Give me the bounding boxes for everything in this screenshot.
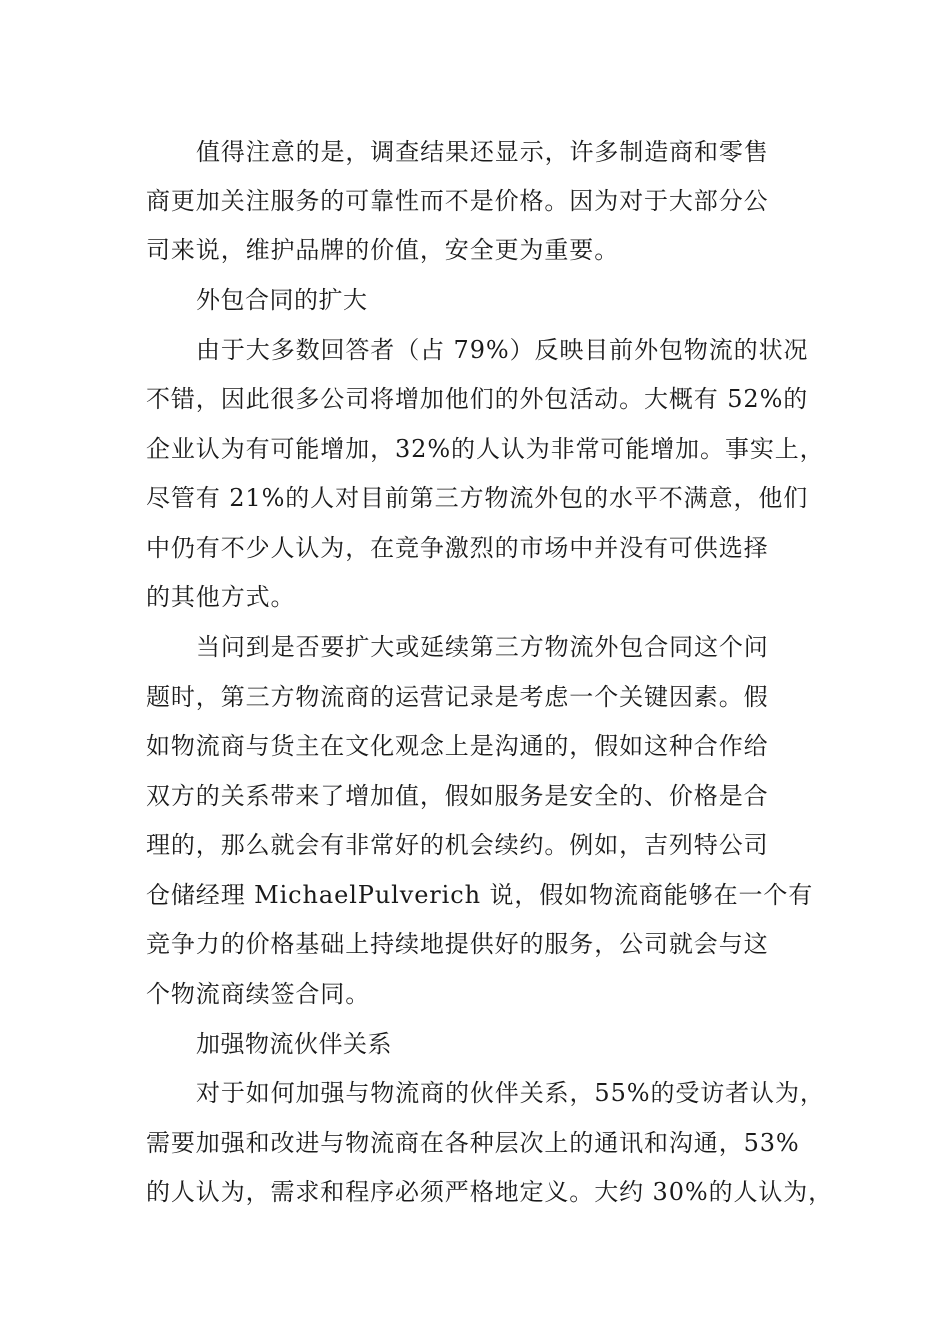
paragraph-2-line-6: 的其他方式。 — [146, 583, 296, 611]
paragraph-3-line-1: 当问到是否要扩大或延续第三方物流外包合同这个问 — [196, 633, 769, 661]
paragraph-2-line-1: 由于大多数回答者（占 79%）反映目前外包物流的状况 — [196, 336, 809, 364]
paragraph-1-line-1: 值得注意的是，调查结果还显示，许多制造商和零售 — [196, 138, 769, 166]
paragraph-3-line-5: 理的，那么就会有非常好的机会续约。例如，吉列特公司 — [146, 831, 769, 859]
section-heading-outsourcing-expansion: 外包合同的扩大 — [196, 286, 368, 314]
paragraph-3-line-4: 双方的关系带来了增加值，假如服务是安全的、价格是合 — [146, 782, 769, 810]
paragraph-2-line-5: 中仍有不少人认为，在竞争激烈的市场中并没有可供选择 — [146, 534, 769, 562]
section-heading-partnership: 加强物流伙伴关系 — [196, 1030, 392, 1058]
paragraph-3-line-3: 如物流商与货主在文化观念上是沟通的，假如这种合作给 — [146, 732, 769, 760]
paragraph-2-line-4: 尽管有 21%的人对目前第三方物流外包的水平不满意，他们 — [146, 484, 809, 512]
paragraph-4-line-1: 对于如何加强与物流商的伙伴关系，55%的受访者认为， — [196, 1079, 825, 1107]
paragraph-1-line-2: 商更加关注服务的可靠性而不是价格。因为对于大部分公 — [146, 187, 769, 215]
paragraph-1-line-3: 司来说，维护品牌的价值，安全更为重要。 — [146, 236, 620, 264]
paragraph-3-line-8: 个物流商续签合同。 — [146, 980, 371, 1008]
paragraph-3-line-6: 仓储经理 MichaelPulverich 说，假如物流商能够在一个有 — [146, 881, 814, 909]
paragraph-4-line-2: 需要加强和改进与物流商在各种层次上的通讯和沟通，53% — [146, 1129, 800, 1157]
paragraph-3-line-2: 题时，第三方物流商的运营记录是考虑一个关键因素。假 — [146, 683, 769, 711]
paragraph-3-line-7: 竞争力的价格基础上持续地提供好的服务，公司就会与这 — [146, 930, 769, 958]
paragraph-2-line-3: 企业认为有可能增加，32%的人认为非常可能增加。事实上， — [146, 435, 825, 463]
paragraph-4-line-3: 的人认为，需求和程序必须严格地定义。大约 30%的人认为， — [146, 1178, 834, 1206]
paragraph-2-line-2: 不错，因此很多公司将增加他们的外包活动。大概有 52%的 — [146, 385, 809, 413]
